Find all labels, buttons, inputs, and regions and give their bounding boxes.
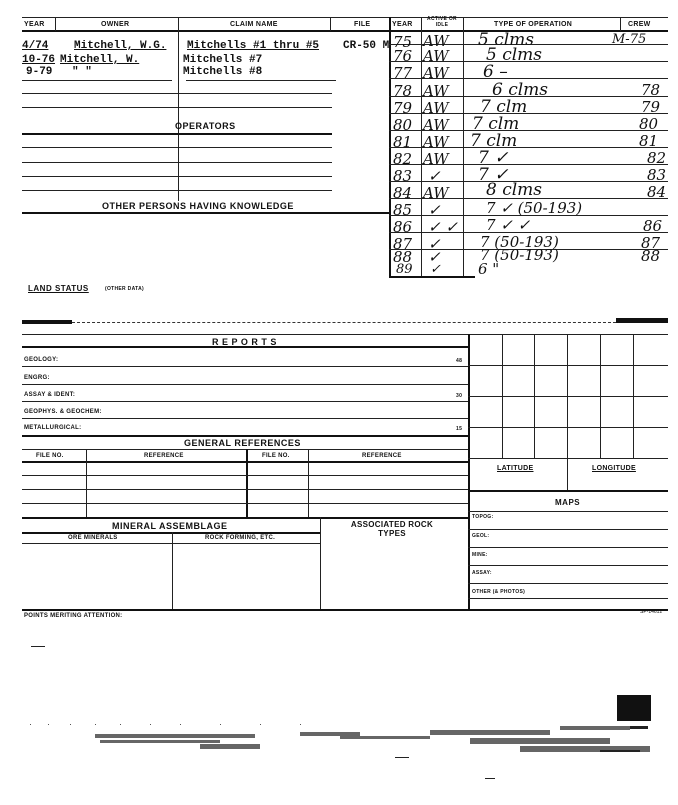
maps-label: MAPS	[555, 498, 581, 507]
geology-number: 48	[456, 358, 463, 364]
activity-row-15-active: ✓	[430, 262, 441, 277]
activity-row-1-operation: 5 clms	[478, 30, 535, 50]
scan-mark-right	[616, 318, 668, 323]
activity-row-5-crew: 79	[641, 98, 661, 116]
assay-map-label: ASSAY:	[472, 570, 492, 576]
header-active-idle: ACTIVE OR IDLE	[427, 16, 457, 28]
owner-row-1-year: 4/74	[22, 40, 49, 52]
activity-row-1-crew: M-75	[612, 32, 647, 47]
mine-label: MINE:	[472, 552, 488, 558]
activity-row-9-operation: 7 ✓	[478, 165, 509, 185]
activity-row-4-year: 78	[393, 82, 413, 100]
header-claim-name: CLAIM NAME	[230, 21, 278, 28]
engrg-label: ENGRG:	[24, 375, 50, 381]
activity-row-14-year: 88	[393, 248, 413, 266]
scan-noise	[0, 690, 678, 800]
activity-row-11-active: ✓	[428, 201, 441, 219]
associated-rock-types-label: ASSOCIATED ROCK TYPES	[350, 520, 434, 538]
activity-row-7-active: AW	[423, 133, 449, 151]
activity-row-11-year: 85	[393, 201, 413, 219]
assay-number: 30	[456, 393, 463, 399]
activity-row-12-operation: 7 ✓ ✓	[486, 216, 531, 234]
metallurgical-label: METALLURGICAL:	[24, 425, 82, 431]
activity-row-9-active: ✓	[428, 167, 441, 185]
activity-row-10-active: AW	[423, 184, 449, 202]
activity-row-1-year: 75	[393, 33, 413, 51]
land-status-label: LAND STATUS	[28, 284, 89, 293]
activity-row-10-crew: 84	[647, 183, 667, 201]
activity-row-6-active: AW	[423, 116, 449, 134]
activity-row-8-crew: 82	[647, 149, 667, 167]
activity-row-2-year: 76	[393, 47, 413, 65]
activity-row-3-operation: 6 –	[483, 62, 508, 82]
activity-row-12-active: ✓ ✓	[428, 218, 458, 236]
latitude-label: LATITUDE	[497, 465, 534, 472]
activity-row-12-crew: 86	[643, 217, 663, 235]
geophys-label: GEOPHYS. & GEOCHEM:	[24, 409, 102, 415]
activity-row-9-year: 83	[393, 167, 413, 185]
owner-row-1-owner: Mitchell, W.G.	[74, 40, 167, 52]
activity-row-8-operation: 7 ✓	[478, 148, 509, 168]
activity-row-6-year: 80	[393, 116, 413, 134]
owner-row-3-owner: " "	[72, 66, 92, 78]
activity-row-14-operation: 7 (50-193)	[480, 246, 559, 264]
activity-row-14-crew: 88	[641, 247, 661, 265]
geology-label: GEOLOGY:	[24, 357, 59, 363]
activity-row-8-year: 82	[393, 150, 413, 168]
header-year: YEAR	[24, 21, 45, 28]
activity-row-5-year: 79	[393, 99, 413, 117]
activity-row-6-operation: 7 clm	[472, 114, 520, 134]
activity-row-6-crew: 80	[639, 115, 659, 133]
geol-label: GEOL:	[472, 533, 490, 539]
activity-row-15-year: 89	[396, 262, 413, 277]
gr-file-no-1: FILE NO.	[36, 453, 64, 459]
owner-row-3-claim: Mitchells #8	[183, 66, 263, 78]
header-owner: OWNER	[101, 21, 130, 28]
ore-minerals-label: ORE MINERALS	[68, 535, 118, 541]
activity-row-2-active: AW	[423, 47, 449, 65]
activity-row-4-crew: 78	[641, 81, 661, 99]
gr-reference-1: REFERENCE	[144, 453, 184, 459]
other-persons-label: OTHER PERSONS HAVING KNOWLEDGE	[102, 201, 294, 211]
owner-row-2-owner: Mitchell, W.	[60, 54, 140, 66]
owner-row-3-year: 9-79	[26, 66, 53, 78]
activity-row-13-operation: 7 (50-193)	[480, 233, 559, 251]
activity-row-12-year: 86	[393, 218, 413, 236]
header-type-operation: TYPE OF OPERATION	[494, 21, 573, 28]
activity-row-3-year: 77	[393, 64, 413, 82]
activity-row-3-active: AW	[423, 64, 449, 82]
activity-row-7-operation: 7 clm	[470, 131, 518, 151]
gr-reference-2: REFERENCE	[362, 453, 402, 459]
activity-row-2-operation: 5 clms	[486, 45, 543, 65]
form-number: SP-14612	[640, 609, 663, 615]
activity-row-8-active: AW	[423, 150, 449, 168]
owner-row-1-file: CR-50 M	[343, 40, 390, 52]
header-crew: CREW	[628, 21, 651, 28]
activity-row-4-operation: 6 clms	[492, 80, 549, 100]
activity-row-11-operation: 7 ✓ (50-193)	[486, 199, 583, 217]
activity-row-7-crew: 81	[639, 132, 659, 150]
mineral-assemblage-label: MINERAL ASSEMBLAGE	[112, 521, 228, 531]
activity-row-10-operation: 8 clms	[486, 180, 543, 200]
activity-row-5-operation: 7 clm	[480, 97, 528, 117]
activity-row-13-year: 87	[393, 235, 413, 253]
activity-row-13-active: ✓	[428, 235, 441, 253]
gr-file-no-2: FILE NO.	[262, 453, 290, 459]
header-year2: YEAR	[392, 21, 413, 28]
metallurgical-number: 15	[456, 426, 463, 432]
longitude-label: LONGITUDE	[592, 465, 636, 472]
topog-label: TOPOG:	[472, 514, 494, 520]
rock-forming-label: ROCK FORMING, ETC.	[205, 535, 276, 541]
header-file: FILE	[354, 21, 371, 28]
activity-row-15-operation: 6 "	[478, 260, 500, 278]
scan-mark-left	[22, 320, 72, 324]
reports-label: R E P O R T S	[212, 337, 277, 347]
owner-row-1-claim: Mitchells #1 thru #5	[187, 40, 320, 52]
activity-row-7-year: 81	[393, 133, 413, 151]
activity-row-13-crew: 87	[641, 234, 661, 252]
activity-row-5-active: AW	[423, 99, 449, 117]
operators-label: OPERATORS	[175, 121, 236, 131]
land-status-sub: (OTHER DATA)	[105, 286, 144, 292]
assay-ident-label: ASSAY & IDENT:	[24, 392, 76, 398]
points-meriting-label: POINTS MERITING ATTENTION:	[24, 613, 123, 619]
activity-row-9-crew: 83	[647, 166, 667, 184]
activity-row-1-active: AW	[423, 32, 449, 50]
owner-row-2-year: 10-76	[22, 54, 56, 66]
owner-row-2-claim: Mitchells #7	[183, 54, 263, 66]
other-photos-label: OTHER (& PHOTOS)	[472, 589, 526, 595]
activity-row-10-year: 84	[393, 184, 413, 202]
activity-row-4-active: AW	[423, 82, 449, 100]
activity-row-14-active: ✓	[428, 248, 441, 266]
general-references-label: GENERAL REFERENCES	[184, 438, 301, 448]
